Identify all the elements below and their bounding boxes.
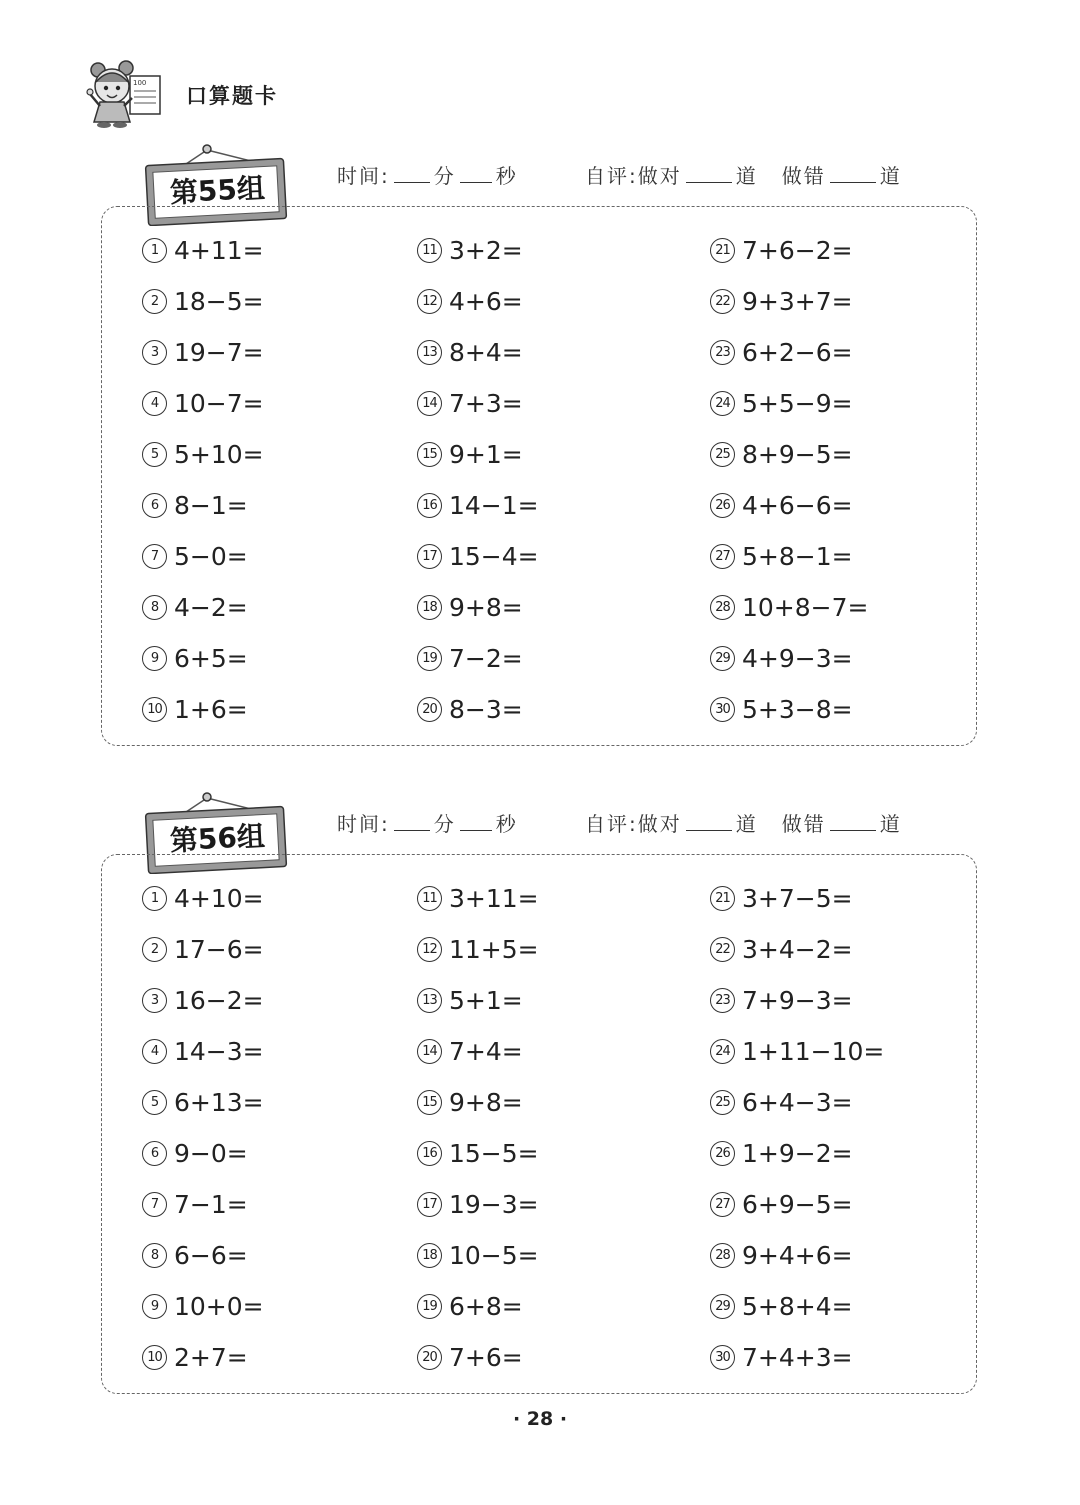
problem-item [417, 1026, 539, 1077]
circled-number-icon: 19 [417, 646, 442, 671]
problem-item [142, 1230, 264, 1281]
problem-expression: 5+3−8= [742, 695, 853, 724]
circled-number-icon: 16 [417, 1141, 442, 1166]
problem-item [142, 225, 264, 276]
problem-item [710, 975, 884, 1026]
circled-number-icon: 8 [142, 595, 167, 620]
problem-column [142, 225, 264, 735]
circled-number-icon: 26 [710, 1141, 735, 1166]
problem-item [142, 1026, 264, 1077]
problem-item [142, 1332, 264, 1383]
problem-expression: 11+5= [449, 935, 539, 964]
problem-item [417, 327, 539, 378]
correct-unit: 道 [735, 164, 758, 188]
circled-number-icon: 6 [142, 493, 167, 518]
circled-number-icon: 30 [710, 697, 735, 722]
problem-expression: 15−4= [449, 542, 539, 571]
second-blank[interactable] [460, 164, 492, 183]
problem-expression: 4+6= [449, 287, 523, 316]
problem-item [142, 633, 264, 684]
time-label: 时间: [337, 812, 390, 836]
problem-item [710, 684, 868, 735]
problem-item [142, 873, 264, 924]
group-title: 第56组 [169, 819, 266, 858]
problem-item [417, 924, 539, 975]
circled-number-icon: 21 [710, 886, 735, 911]
circled-number-icon: 24 [710, 391, 735, 416]
circled-number-icon: 1 [142, 238, 167, 263]
circled-number-icon: 19 [417, 1294, 442, 1319]
problem-expression: 10−7= [174, 389, 264, 418]
problem-expression: 6−6= [174, 1241, 248, 1270]
wrong-blank[interactable] [830, 812, 876, 831]
svg-text:100: 100 [133, 79, 147, 87]
group-title: 第55组 [169, 171, 266, 210]
problem-item [417, 1230, 539, 1281]
problem-item [142, 276, 264, 327]
wrong-unit: 道 [879, 812, 902, 836]
problem-item [142, 975, 264, 1026]
problem-expression: 9+3+7= [742, 287, 853, 316]
circled-number-icon: 23 [710, 340, 735, 365]
circled-number-icon: 9 [142, 1294, 167, 1319]
problem-item [710, 1332, 884, 1383]
problem-column [710, 873, 884, 1383]
circled-number-icon: 7 [142, 544, 167, 569]
circled-number-icon: 10 [142, 697, 167, 722]
time-field [337, 160, 518, 189]
circled-number-icon: 7 [142, 1192, 167, 1217]
circled-number-icon: 25 [710, 1090, 735, 1115]
problem-expression: 6+5= [174, 644, 248, 673]
problem-expression: 16−2= [174, 986, 264, 1015]
circled-number-icon: 1 [142, 886, 167, 911]
circled-number-icon: 3 [142, 340, 167, 365]
problem-expression: 5+8−1= [742, 542, 853, 571]
problem-item [142, 1128, 264, 1179]
problem-expression: 4+6−6= [742, 491, 853, 520]
problem-item [417, 1179, 539, 1230]
circled-number-icon: 12 [417, 937, 442, 962]
problem-item [710, 924, 884, 975]
problem-item [142, 1179, 264, 1230]
eval-label: 自评:做对 [585, 812, 682, 836]
circled-number-icon: 26 [710, 493, 735, 518]
problem-box [101, 854, 977, 1394]
exercise-group-56 [0, 766, 1080, 1376]
circled-number-icon: 3 [142, 988, 167, 1013]
circled-number-icon: 30 [710, 1345, 735, 1370]
minute-blank[interactable] [394, 164, 430, 183]
problem-expression: 7+3= [449, 389, 523, 418]
problem-expression: 4+9−3= [742, 644, 853, 673]
circled-number-icon: 6 [142, 1141, 167, 1166]
problem-column [710, 225, 868, 735]
problem-item [710, 327, 868, 378]
circled-number-icon: 28 [710, 595, 735, 620]
problem-item [417, 633, 539, 684]
problem-expression: 8+4= [449, 338, 523, 367]
problem-expression: 7−1= [174, 1190, 248, 1219]
wrong-label: 做错 [781, 812, 826, 836]
problem-expression: 15−5= [449, 1139, 539, 1168]
problem-item [142, 531, 264, 582]
problem-item [417, 684, 539, 735]
problem-item [710, 1230, 884, 1281]
correct-blank[interactable] [686, 812, 732, 831]
circled-number-icon: 15 [417, 442, 442, 467]
problem-item [710, 225, 868, 276]
problem-expression: 7+6= [449, 1343, 523, 1372]
problem-expression: 6+2−6= [742, 338, 853, 367]
circled-number-icon: 11 [417, 886, 442, 911]
problem-item [710, 1128, 884, 1179]
wrong-blank[interactable] [830, 164, 876, 183]
problem-item [417, 276, 539, 327]
circled-number-icon: 23 [710, 988, 735, 1013]
problem-item [417, 1281, 539, 1332]
circled-number-icon: 4 [142, 1039, 167, 1064]
problem-column [417, 873, 539, 1383]
circled-number-icon: 10 [142, 1345, 167, 1370]
problem-item [417, 1128, 539, 1179]
problem-expression: 4+10= [174, 884, 264, 913]
correct-blank[interactable] [686, 164, 732, 183]
problem-expression: 9+8= [449, 1088, 523, 1117]
problem-item [710, 873, 884, 924]
self-eval-field [585, 808, 902, 837]
minute-label: 分 [433, 812, 456, 836]
problem-column [142, 873, 264, 1383]
problem-expression: 3+4−2= [742, 935, 853, 964]
problem-expression: 5+5−9= [742, 389, 853, 418]
problem-column [417, 225, 539, 735]
problem-expression: 7+9−3= [742, 986, 853, 1015]
problem-item [417, 378, 539, 429]
problem-item [142, 1077, 264, 1128]
problem-item [710, 1077, 884, 1128]
problem-expression: 6+9−5= [742, 1190, 853, 1219]
minute-blank[interactable] [394, 812, 430, 831]
problem-expression: 4+11= [174, 236, 264, 265]
problem-item [417, 531, 539, 582]
problem-item [710, 480, 868, 531]
problem-item [142, 924, 264, 975]
problem-expression: 6+13= [174, 1088, 264, 1117]
problem-expression: 6+4−3= [742, 1088, 853, 1117]
self-eval-field [585, 160, 902, 189]
problem-expression: 18−5= [174, 287, 264, 316]
problem-expression: 7−2= [449, 644, 523, 673]
circled-number-icon: 2 [142, 937, 167, 962]
circled-number-icon: 8 [142, 1243, 167, 1268]
circled-number-icon: 22 [710, 937, 735, 962]
problem-item [142, 1281, 264, 1332]
problem-expression: 9+1= [449, 440, 523, 469]
problem-item [710, 531, 868, 582]
problem-item [710, 633, 868, 684]
problem-expression: 19−7= [174, 338, 264, 367]
circled-number-icon: 14 [417, 391, 442, 416]
problem-expression: 1+9−2= [742, 1139, 853, 1168]
circled-number-icon: 17 [417, 1192, 442, 1217]
circled-number-icon: 18 [417, 595, 442, 620]
problem-expression: 9+8= [449, 593, 523, 622]
problem-expression: 5+1= [449, 986, 523, 1015]
circled-number-icon: 9 [142, 646, 167, 671]
problem-expression: 17−6= [174, 935, 264, 964]
circled-number-icon: 16 [417, 493, 442, 518]
page-number: · 28 · [512, 1408, 568, 1430]
circled-number-icon: 15 [417, 1090, 442, 1115]
circled-number-icon: 20 [417, 697, 442, 722]
book-title: 口算题卡 [186, 84, 278, 108]
circled-number-icon: 13 [417, 988, 442, 1013]
problem-item [417, 1332, 539, 1383]
circled-number-icon: 29 [710, 646, 735, 671]
exercise-group-55 [0, 118, 1080, 728]
problem-item [142, 378, 264, 429]
circled-number-icon: 29 [710, 1294, 735, 1319]
circled-number-icon: 24 [710, 1039, 735, 1064]
problem-item [710, 1281, 884, 1332]
circled-number-icon: 2 [142, 289, 167, 314]
problem-expression: 14−3= [174, 1037, 264, 1066]
second-label: 秒 [495, 164, 518, 188]
eval-label: 自评:做对 [585, 164, 682, 188]
problem-item [417, 1077, 539, 1128]
circled-number-icon: 21 [710, 238, 735, 263]
problem-item [417, 582, 539, 633]
problem-item [417, 429, 539, 480]
circled-number-icon: 5 [142, 1090, 167, 1115]
problem-box [101, 206, 977, 746]
problem-item [710, 582, 868, 633]
problem-item [710, 1026, 884, 1077]
circled-number-icon: 28 [710, 1243, 735, 1268]
problem-expression: 8+9−5= [742, 440, 853, 469]
problem-expression: 14−1= [449, 491, 539, 520]
problem-expression: 10−5= [449, 1241, 539, 1270]
circled-number-icon: 11 [417, 238, 442, 263]
problem-expression: 7+4+3= [742, 1343, 853, 1372]
problem-item [142, 684, 264, 735]
problem-expression: 7+4= [449, 1037, 523, 1066]
problem-expression: 5−0= [174, 542, 248, 571]
time-label: 时间: [337, 164, 390, 188]
problem-expression: 3+7−5= [742, 884, 853, 913]
problem-expression: 5+10= [174, 440, 264, 469]
problem-expression: 3+11= [449, 884, 539, 913]
second-blank[interactable] [460, 812, 492, 831]
circled-number-icon: 13 [417, 340, 442, 365]
wrong-label: 做错 [781, 164, 826, 188]
problem-expression: 10+0= [174, 1292, 264, 1321]
problem-expression: 1+6= [174, 695, 248, 724]
problem-expression: 1+11−10= [742, 1037, 885, 1066]
problem-item [710, 276, 868, 327]
problem-expression: 6+8= [449, 1292, 523, 1321]
circled-number-icon: 12 [417, 289, 442, 314]
circled-number-icon: 18 [417, 1243, 442, 1268]
problem-expression: 9−0= [174, 1139, 248, 1168]
problem-expression: 8−1= [174, 491, 248, 520]
circled-number-icon: 22 [710, 289, 735, 314]
problem-expression: 3+2= [449, 236, 523, 265]
problem-expression: 8−3= [449, 695, 523, 724]
problem-expression: 19−3= [449, 1190, 539, 1219]
problem-expression: 9+4+6= [742, 1241, 853, 1270]
problem-expression: 5+8+4= [742, 1292, 853, 1321]
problem-item [417, 225, 539, 276]
problem-item [710, 1179, 884, 1230]
wrong-unit: 道 [879, 164, 902, 188]
problem-expression: 4−2= [174, 593, 248, 622]
circled-number-icon: 25 [710, 442, 735, 467]
problem-item [142, 480, 264, 531]
problem-item [417, 480, 539, 531]
problem-item [142, 582, 264, 633]
time-field [337, 808, 518, 837]
second-label: 秒 [495, 812, 518, 836]
circled-number-icon: 27 [710, 1192, 735, 1217]
circled-number-icon: 27 [710, 544, 735, 569]
circled-number-icon: 5 [142, 442, 167, 467]
problem-item [142, 327, 264, 378]
minute-label: 分 [433, 164, 456, 188]
problem-expression: 7+6−2= [742, 236, 853, 265]
circled-number-icon: 20 [417, 1345, 442, 1370]
problem-expression: 10+8−7= [742, 593, 869, 622]
problem-item [417, 873, 539, 924]
problem-item [417, 975, 539, 1026]
circled-number-icon: 14 [417, 1039, 442, 1064]
circled-number-icon: 17 [417, 544, 442, 569]
problem-expression: 2+7= [174, 1343, 248, 1372]
problem-item [142, 429, 264, 480]
problem-item [710, 378, 868, 429]
correct-unit: 道 [735, 812, 758, 836]
circled-number-icon: 4 [142, 391, 167, 416]
problem-item [710, 429, 868, 480]
